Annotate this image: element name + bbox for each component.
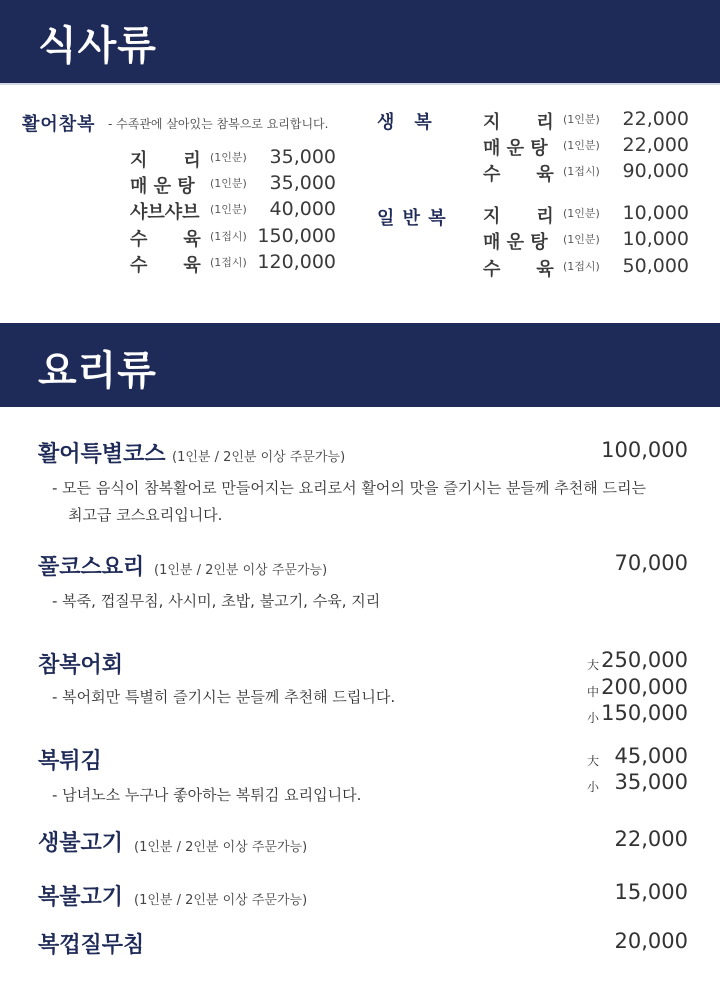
section-title-meals: 식사류 [38,23,157,69]
size-mark: 小 [587,780,600,794]
menu-item-price: 150,000 [257,225,336,247]
menu-item-name: 수 육 [483,259,554,280]
menu-item-name: 매 운 탕 [130,176,195,197]
menu-item-price: 35,000 [269,172,336,194]
menu-item-unit: (1인분) [563,233,600,246]
dish-name: 참복어회 [38,653,124,678]
dish-name: 활어특별코스 [38,442,166,467]
dish-note: (1인분 / 2인분 이상 주문가능) [172,450,346,465]
menu-item-name: 샤브샤브 [130,202,200,223]
menu-item-unit: (1인분) [210,203,247,216]
menu-item-price: 22,000 [622,134,689,156]
section-header-meals [0,0,720,83]
size-mark: 大 [587,754,600,768]
menu-item-price: 22,000 [622,108,689,130]
size-mark: 中 [587,685,600,699]
menu-item-name: 지 리 [483,112,554,133]
dish-name: 복껍질무침 [38,933,145,958]
divider [0,83,720,85]
menu-item-unit: (1인분) [210,177,247,190]
dish-name: 복튀김 [38,749,102,774]
dish-note: (1인분 / 2인분 이상 주문가능) [154,563,328,578]
menu-item-unit: (1인분) [563,139,600,152]
dish-desc: - 모든 음식이 참복활어로 만들어지는 요리로서 활어의 맛을 즐기시는 분들께 추천해 드리는 [52,479,646,497]
category-desc-hwaleo: - 수족관에 살아있는 참복으로 요리합니다. [108,117,329,131]
dish-price: 70,000 [614,551,688,575]
menu-item-price: 10,000 [622,202,689,224]
menu-row [483,134,693,160]
dish-name: 복불고기 [38,885,124,910]
dish-desc: - 복어회만 특별히 즐기시는 분들께 추천해 드립니다. [52,688,396,706]
dish-desc: - 복죽, 껍질무침, 사시미, 초밥, 불고기, 수육, 지리 [52,592,381,610]
menu-item-unit: (1접시) [210,256,247,269]
menu-row [130,225,340,251]
dish-price: 150,000 [601,701,688,725]
dish-note: (1인분 / 2인분 이상 주문가능) [134,840,308,855]
dish-price: 45,000 [614,744,688,768]
menu-item-name: 수 육 [130,255,201,276]
menu-item-unit: (1접시) [563,260,600,273]
category-label-saeng: 생 복 [377,112,433,133]
dish-price: 100,000 [601,438,688,462]
menu-item-unit: (1인분) [210,151,247,164]
menu-row [483,228,693,254]
dish-price: 20,000 [614,929,688,953]
dish-name: 생불고기 [38,831,124,856]
menu-item-price: 40,000 [269,198,336,220]
menu-row [483,160,693,186]
dish-price: 250,000 [601,648,688,672]
category-label-hwaleo: 활어참복 [22,114,96,135]
menu-item-unit: (1접시) [563,165,600,178]
dish-price: 35,000 [614,770,688,794]
menu-row [483,108,693,134]
menu-item-name: 지 리 [483,206,554,227]
menu-item-price: 90,000 [622,160,689,182]
menu-item-price: 50,000 [622,255,689,277]
category-label-ilban: 일 반 복 [377,208,447,229]
dish-price: 15,000 [614,880,688,904]
menu-item-price: 120,000 [257,251,336,273]
section-header-dishes [0,323,720,407]
menu-row [483,255,693,281]
menu-item-name: 수 육 [130,229,201,250]
dish-price: 22,000 [614,827,688,851]
menu-item-unit: (1인분) [563,207,600,220]
menu-item-name: 수 육 [483,164,554,185]
menu-row [483,202,693,228]
size-mark: 大 [587,658,600,672]
dish-price: 200,000 [601,675,688,699]
menu-item-price: 35,000 [269,146,336,168]
dish-note: (1인분 / 2인분 이상 주문가능) [134,893,308,908]
menu-row [130,251,340,277]
menu-row [130,198,340,224]
dish-name: 풀코스요리 [38,555,145,580]
menu-item-name: 매 운 탕 [483,138,548,159]
size-mark: 小 [587,711,600,725]
menu-row [130,146,340,172]
menu-item-price: 10,000 [622,228,689,250]
menu-item-name: 지 리 [130,150,201,171]
dish-desc: 최고급 코스요리입니다. [68,506,223,524]
menu-row [130,172,340,198]
dish-desc: - 남녀노소 누구나 좋아하는 복튀김 요리입니다. [52,786,362,804]
menu-item-unit: (1인분) [563,113,600,126]
section-title-dishes: 요리류 [38,348,157,394]
menu-item-unit: (1접시) [210,230,247,243]
menu-item-name: 매 운 탕 [483,232,548,253]
